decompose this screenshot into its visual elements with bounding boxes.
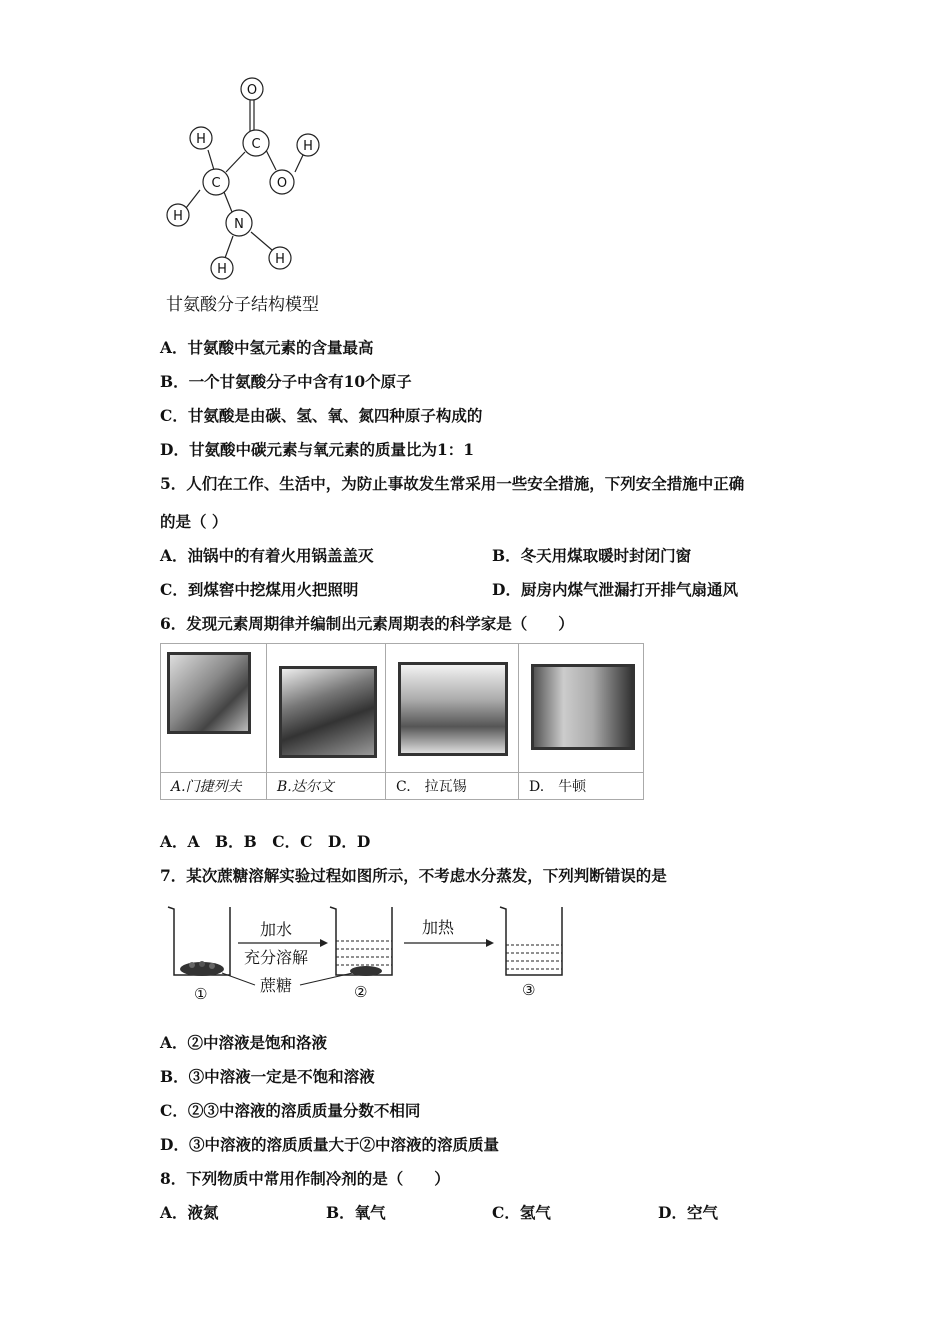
add-water-label: 加水: [260, 920, 293, 939]
glycine-molecule-diagram: [150, 70, 350, 320]
beaker-2-label: ②: [354, 983, 368, 1001]
lavoisier-stamp-image: [398, 662, 508, 756]
beaker-3-label: ③: [522, 981, 536, 999]
q5-option-d: D．厨房内煤气泄漏打开排气扇通风: [492, 580, 738, 599]
q7-option-d: D．③中溶液的溶质质量大于②中溶液的溶质质量: [160, 1135, 499, 1154]
atom-label: O: [246, 83, 258, 98]
darwin-stamp-image: [279, 666, 377, 758]
q8-option-a: A．液氮: [160, 1203, 219, 1222]
q6-stem: 6．发现元素周期律并编制出元素周期表的科学家是（ ）: [160, 614, 574, 633]
q5-stem-line2: 的是（ ）: [160, 512, 228, 531]
caption-a: A.门捷列夫: [161, 773, 267, 800]
atom-label: C: [251, 137, 261, 152]
atom-label: H: [173, 209, 183, 224]
atom-label: N: [234, 217, 244, 232]
newton-stamp-image: [531, 664, 635, 750]
caption-b: B.达尔文: [267, 773, 386, 800]
stamp-cell-c: [386, 644, 518, 772]
q5-option-c: C．到煤窖中挖煤用火把照明: [160, 580, 359, 599]
atom-label: H: [303, 139, 313, 154]
q5-option-a: A．油锅中的有着火用锅盖盖灭: [160, 546, 374, 565]
q4-option-c: C．甘氨酸是由碳、氢、氧、氮四种原子构成的: [160, 406, 483, 425]
q4-option-a: A．甘氨酸中氢元素的含量最高: [160, 338, 374, 357]
q7-option-b: B．③中溶液一定是不饱和溶液: [160, 1067, 375, 1086]
atom-label: O: [276, 176, 288, 191]
beaker-1-label: ①: [194, 985, 208, 1003]
q4-option-d: D．甘氨酸中碳元素与氧元素的质量比为1：1: [160, 440, 475, 459]
caption-c: C. 拉瓦锡: [386, 773, 519, 800]
q7-option-a: A．②中溶液是饱和洛液: [160, 1033, 328, 1052]
scientist-stamps-table: [160, 643, 644, 800]
atom-label: H: [217, 262, 227, 277]
sugar-label: 蔗糖: [260, 976, 293, 995]
q4-option-b: B．一个甘氨酸分子中含有10个原子: [160, 372, 412, 391]
q6-answer-options: A．A B．B C．C D．D: [160, 832, 371, 851]
q8-option-d: D．空气: [658, 1203, 718, 1222]
molecule-caption: 甘氨酸分子结构模型: [166, 295, 319, 315]
heat-label: 加热: [422, 918, 455, 937]
stamp-cell-a: [161, 644, 266, 772]
q8-option-b: B．氧气: [326, 1203, 386, 1222]
atom-label: H: [275, 252, 285, 267]
stamp-cell-b: [267, 644, 385, 772]
q7-option-c: C．②③中溶液的溶质质量分数不相同: [160, 1101, 421, 1120]
stamp-cell-d: [519, 644, 643, 772]
q8-option-c: C．氢气: [492, 1203, 551, 1222]
sugar-dissolving-diagram: [160, 895, 580, 1005]
q5-option-b: B．冬天用煤取暖时封闭门窗: [492, 546, 692, 565]
q7-stem: 7．某次蔗糖溶解实验过程如图所示，不考虑水分蒸发，下列判断错误的是: [160, 866, 667, 885]
q5-stem-line1: 5．人们在工作、生活中，为防止事故发生常采用一些安全措施，下列安全措施中正确: [160, 474, 745, 493]
atom-label: C: [211, 176, 221, 191]
q8-stem: 8．下列物质中常用作制冷剂的是（ ）: [160, 1169, 450, 1188]
dissolve-label: 充分溶解: [244, 948, 309, 967]
atom-label: H: [196, 132, 206, 147]
mendeleev-stamp-image: [167, 652, 251, 734]
caption-d: D. 牛顿: [519, 773, 644, 800]
